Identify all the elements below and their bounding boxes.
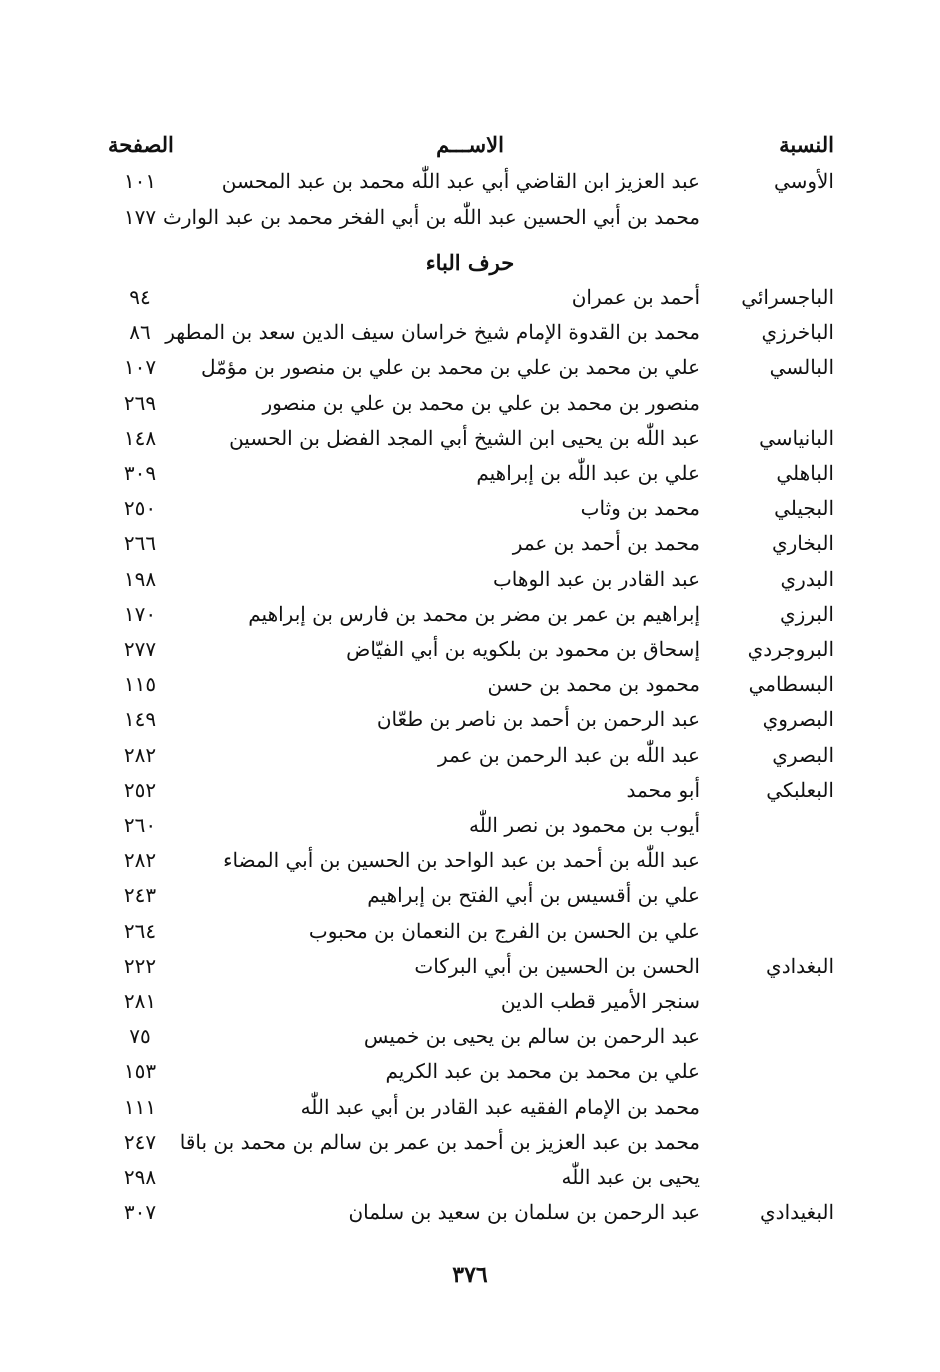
page-cell: ١٥٣	[123, 1059, 157, 1084]
table-row	[0, 597, 940, 631]
page-cell: ١٠٧	[123, 355, 157, 380]
nisba-cell: الباجسرائي	[741, 285, 834, 309]
name-cell: الحسن بن الحسين بن أبي البركات	[414, 953, 700, 978]
page-cell: ١٩٨	[123, 566, 157, 591]
name-cell: محمد بن أحمد بن عمر	[512, 531, 700, 556]
table-row	[0, 1054, 940, 1088]
table-row	[0, 702, 940, 736]
table-row	[0, 667, 940, 701]
name-cell: عبد اللّٰه بن أحمد بن عبد الواحد بن الحسين بن أبي المضاء	[223, 848, 700, 873]
table-row	[0, 1195, 940, 1229]
page-cell: ٢٤٧	[123, 1129, 157, 1154]
nisba-cell: البالسي	[769, 355, 834, 380]
table-row	[0, 1125, 940, 1159]
table-row	[0, 350, 940, 384]
table-row	[0, 1090, 940, 1124]
table-row	[0, 738, 940, 772]
name-cell: عبد الرحمن بن سلمان بن سعيد بن سلمان	[348, 1200, 700, 1225]
page-cell: ٢٦٠	[123, 813, 157, 837]
nisba-cell: البغيدادي	[760, 1200, 834, 1225]
page-cell: ٢٥٠	[123, 496, 157, 521]
nisba-cell: البجيلي	[774, 496, 834, 521]
table-row	[0, 632, 940, 666]
page-cell: ٢٧٧	[123, 637, 157, 661]
nisba-cell: البخاري	[771, 531, 834, 556]
name-cell: يحيى بن عبد اللّٰه	[561, 1165, 700, 1189]
name-cell: إسحاق بن محمود بن بلكويه بن أبي الفيّاض	[346, 637, 700, 661]
page-cell: ١٠١	[123, 169, 157, 193]
page-cell: ٢٨١	[123, 989, 157, 1013]
name-cell: عبد الرحمن بن أحمد بن ناصر بن طعّان	[376, 707, 700, 732]
name-cell: محمد بن القدوة الإمام شيخ خراسان سيف الدين سعد بن المطهر	[165, 320, 700, 345]
name-cell: سنجر الأمير قطب الدين	[500, 989, 700, 1013]
header-nisba: النسبة	[779, 132, 834, 157]
name-cell: إبراهيم بن عمر بن مضر بن محمد بن فارس بن إبراهيم	[248, 601, 700, 626]
name-cell: محمد بن الإمام الفقيه عبد القادر بن أبي عبد اللّٰه	[300, 1094, 700, 1119]
table-row	[0, 808, 940, 842]
name-cell: علي بن محمد بن محمد بن عبد الكريم	[385, 1059, 700, 1084]
page-cell: ٢٢٢	[123, 953, 157, 978]
table-row	[0, 164, 940, 198]
table-row	[0, 280, 940, 314]
page-cell: ١٧٠	[123, 601, 157, 626]
header-page: الصفحة	[108, 132, 174, 157]
nisba-cell: الباهلي	[776, 461, 834, 485]
table-row	[0, 1019, 940, 1053]
nisba-cell: البصري	[772, 742, 834, 767]
name-cell: عبد اللّٰه بن عبد الرحمن بن عمر	[437, 742, 700, 767]
table-row	[0, 914, 940, 948]
nisba-cell: البدري	[780, 566, 834, 591]
page-cell: ٢٦٦	[123, 531, 157, 556]
table-row	[0, 456, 940, 490]
page-cell: ٢٩٨	[123, 1165, 157, 1189]
table-row	[0, 386, 940, 420]
name-cell: علي بن أقسيس بن أبي الفتح بن إبراهيم	[367, 883, 700, 908]
name-cell: علي بن الحسن بن الفرج بن النعمان بن محبوب	[308, 918, 700, 943]
name-cell: أبو محمد	[626, 777, 700, 802]
page-cell: ١١٥	[123, 672, 157, 697]
section-title: حرف الباء	[425, 250, 515, 275]
table-row	[0, 421, 940, 455]
page-cell: ٢٦٩	[123, 390, 157, 415]
page-cell: ٨٦	[129, 320, 151, 345]
nisba-cell: البروجردي	[747, 637, 834, 661]
name-cell: عبد العزيز ابن القاضي أبي عبد اللّٰه محمد بن عبد المحسن	[221, 169, 700, 193]
page-cell: ١٤٩	[123, 707, 157, 732]
page-cell: ٢٦٤	[123, 918, 157, 943]
table-row	[0, 491, 940, 525]
name-cell: محمد بن وثاب	[580, 496, 700, 521]
table-row	[0, 843, 940, 877]
nisba-cell: البانياسي	[759, 425, 834, 450]
name-cell: محمد بن عبد العزيز بن أحمد بن عمر بن سالم بن محمد بن باقا	[179, 1129, 700, 1154]
name-cell: علي بن محمد بن علي بن محمد بن علي بن منصور بن مؤمّل	[200, 355, 700, 380]
table-row	[0, 878, 940, 912]
table-row	[0, 200, 940, 234]
header-name: الاســـم	[436, 132, 504, 157]
nisba-cell: البرزي	[779, 601, 834, 626]
nisba-cell: البصروي	[762, 707, 834, 732]
name-cell: محمود بن محمد بن حسن	[487, 672, 700, 697]
nisba-cell: البغدادي	[766, 953, 834, 978]
table-row	[0, 949, 940, 983]
page-cell: ٢٥٢	[123, 777, 157, 802]
table-row	[0, 984, 940, 1018]
name-cell: عبد اللّٰه بن يحيى ابن الشيخ أبي المجد الفضل بن الحسين	[229, 425, 700, 450]
name-cell: منصور بن محمد بن علي بن محمد بن علي بن منصور	[262, 390, 700, 415]
page-cell: ٢٨٢	[123, 848, 157, 873]
name-cell: أيوب بن محمود بن نصر اللّٰه	[468, 813, 700, 837]
nisba-cell: الأوسي	[773, 169, 834, 193]
table-row	[0, 773, 940, 807]
page-cell: ٣٠٩	[123, 461, 157, 485]
nisba-cell: الباخرزي	[761, 320, 834, 345]
page-cell: ٧٥	[129, 1024, 151, 1049]
nisba-cell: البسطامي	[748, 672, 834, 697]
table-row	[0, 315, 940, 349]
table-row	[0, 1160, 940, 1194]
name-cell: علي بن عبد اللّٰه بن إبراهيم	[476, 461, 700, 485]
page-cell: ٣٠٧	[123, 1200, 157, 1225]
name-cell: أحمد بن عمران	[571, 285, 700, 309]
table-row	[0, 526, 940, 560]
name-cell: عبد الرحمن بن سالم بن يحيى بن خميس	[363, 1024, 700, 1049]
nisba-cell: البعلبكي	[766, 777, 834, 802]
page-number: ٣٧٦	[452, 1262, 488, 1288]
page-cell: ٩٤	[129, 285, 151, 309]
page-cell: ١٧٧	[123, 204, 157, 229]
page-cell: ١١١	[123, 1094, 157, 1119]
name-cell: محمد بن أبي الحسين عبد اللّٰه بن أبي الفخر محمد بن عبد الوارث	[163, 204, 700, 229]
name-cell: عبد القادر بن عبد الوهاب	[492, 566, 700, 591]
table-row	[0, 562, 940, 596]
page-cell: ٢٨٢	[123, 742, 157, 767]
table-header	[0, 128, 940, 162]
page-cell: ١٤٨	[123, 425, 157, 450]
page-cell: ٢٤٣	[123, 883, 157, 908]
